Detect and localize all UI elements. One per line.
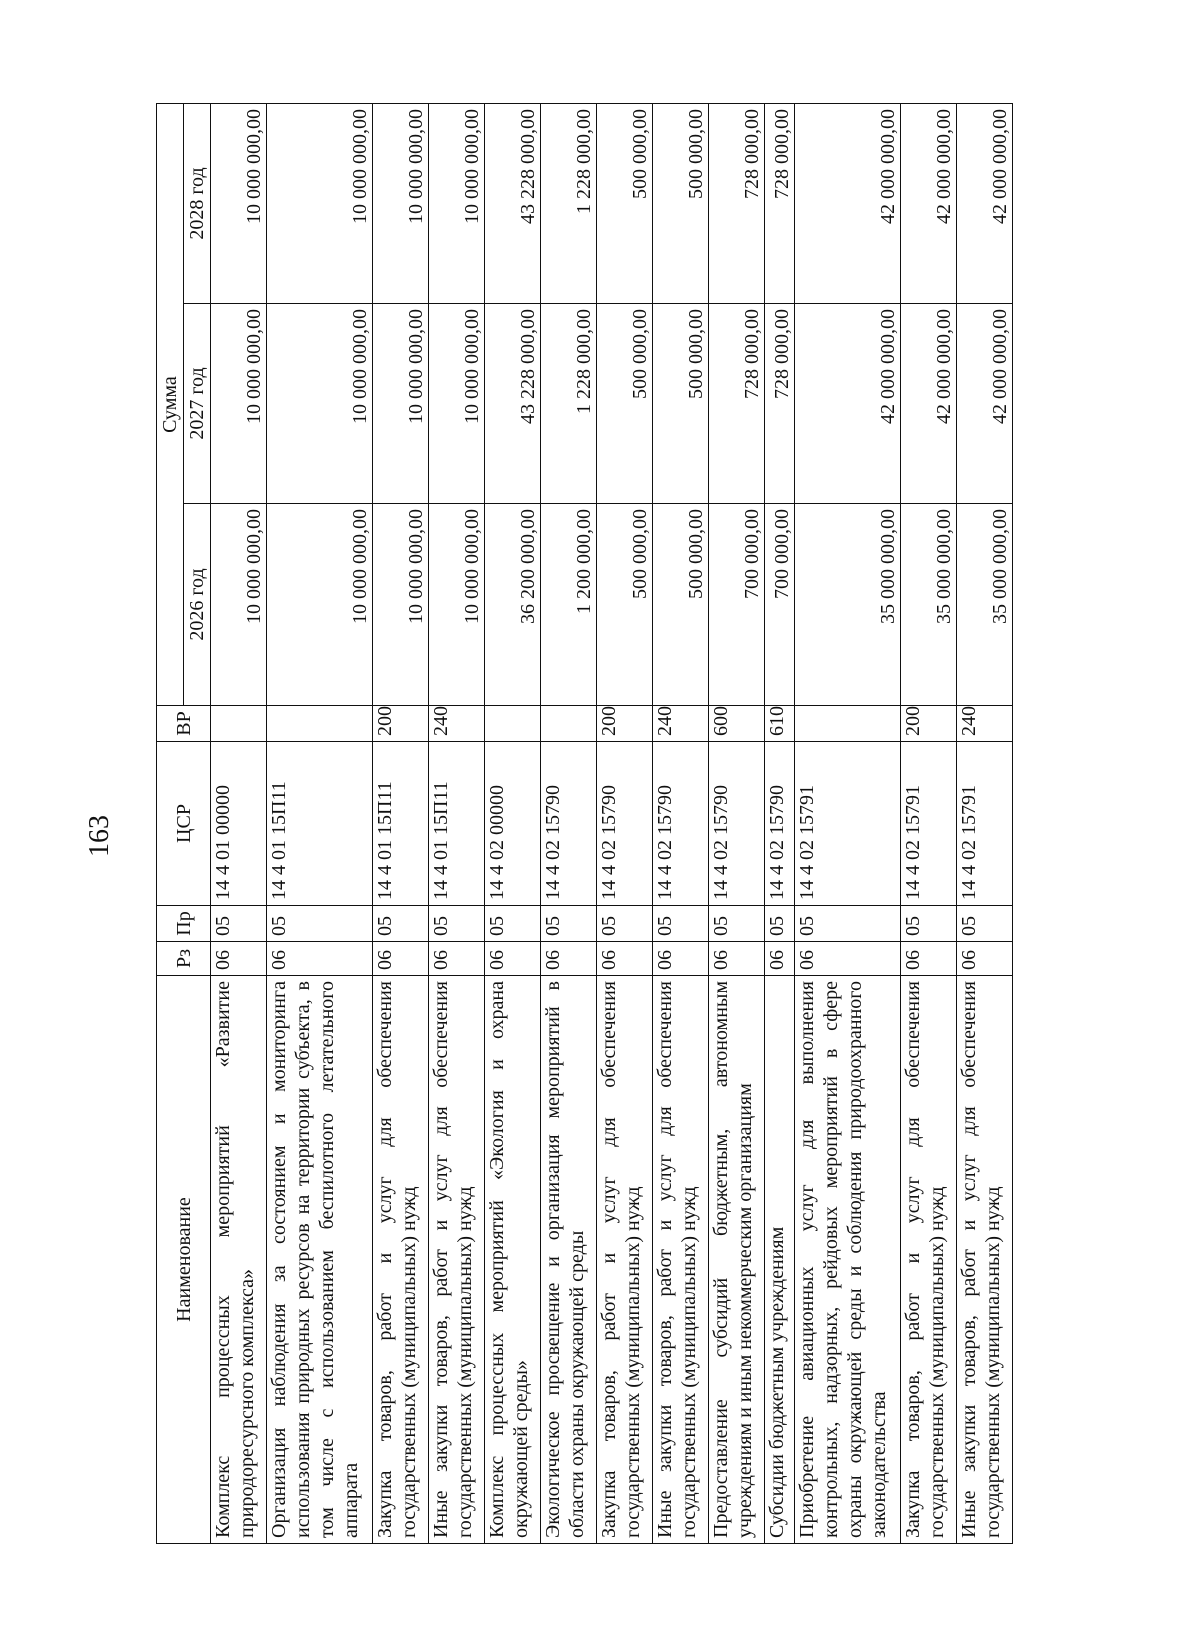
- header-2026: 2026 год: [184, 504, 211, 706]
- row-vr: 240: [957, 706, 1013, 742]
- header-2028: 2028 год: [184, 104, 211, 304]
- row-pr: 05: [541, 906, 597, 942]
- row-2027: 728 000,00: [765, 304, 795, 504]
- row-2028: 10 000 000,00: [429, 104, 485, 304]
- row-name: Иные закупки товаров, работ и услуг для обеспечения государственных (муниципальных) нужд: [957, 976, 1013, 1544]
- row-csr: 14 4 02 15790: [765, 742, 795, 906]
- table-row: [485, 104, 541, 1544]
- row-rz: 06: [597, 942, 653, 976]
- row-2027: 1 228 000,00: [541, 304, 597, 504]
- row-2027: 10 000 000,00: [373, 304, 429, 504]
- row-vr: [211, 706, 267, 742]
- row-2026: 1 200 000,00: [541, 504, 597, 706]
- row-vr: [485, 706, 541, 742]
- row-2028: 1 228 000,00: [541, 104, 597, 304]
- header-2027: 2027 год: [184, 304, 211, 504]
- row-2028: 728 000,00: [709, 104, 765, 304]
- row-2028: 43 228 000,00: [485, 104, 541, 304]
- row-pr: 05: [653, 906, 709, 942]
- header-sum: Сумма: [157, 104, 184, 706]
- row-csr: 14 4 01 15П11: [373, 742, 429, 906]
- table-row: [765, 104, 795, 1544]
- row-pr: 05: [485, 906, 541, 942]
- row-vr: 240: [429, 706, 485, 742]
- row-2028: 500 000,00: [597, 104, 653, 304]
- row-csr: 14 4 02 00000: [485, 742, 541, 906]
- row-vr: 200: [597, 706, 653, 742]
- row-2026: 500 000,00: [597, 504, 653, 706]
- header-name: Наименование: [157, 976, 211, 1544]
- row-pr: 05: [267, 906, 373, 942]
- row-2027: 10 000 000,00: [211, 304, 267, 504]
- table-row: [429, 104, 485, 1544]
- row-pr: 05: [373, 906, 429, 942]
- row-pr: 05: [765, 906, 795, 942]
- row-name: Экологическое просвещение и организация мероприятий в области охраны окружающей среды: [541, 976, 597, 1544]
- header-vr: ВР: [157, 706, 211, 742]
- row-vr: [795, 706, 901, 742]
- row-vr: 240: [653, 706, 709, 742]
- table-row: [653, 104, 709, 1544]
- rotated-table-wrapper: [156, 104, 1011, 1544]
- row-2028: 728 000,00: [765, 104, 795, 304]
- row-name: Закупка товаров, работ и услуг для обеспечения государственных (муниципальных) нужд: [373, 976, 429, 1544]
- row-2028: 500 000,00: [653, 104, 709, 304]
- row-rz: 06: [541, 942, 597, 976]
- row-name: Закупка товаров, работ и услуг для обеспечения государственных (муниципальных) нужд: [901, 976, 957, 1544]
- row-2028: 42 000 000,00: [795, 104, 901, 304]
- row-2027: 728 000,00: [709, 304, 765, 504]
- row-2028: 10 000 000,00: [267, 104, 373, 304]
- row-rz: 06: [901, 942, 957, 976]
- row-name: Субсидии бюджетным учреждениям: [765, 976, 795, 1544]
- page-number: 163: [84, 815, 115, 857]
- row-pr: 05: [211, 906, 267, 942]
- row-2028: 10 000 000,00: [373, 104, 429, 304]
- row-name: Комплекс процессных мероприятий «Экология и охрана окружающей среды»: [485, 976, 541, 1544]
- row-2026: 36 200 000,00: [485, 504, 541, 706]
- row-pr: 05: [901, 906, 957, 942]
- row-2027: 10 000 000,00: [429, 304, 485, 504]
- row-rz: 06: [765, 942, 795, 976]
- row-2027: 500 000,00: [597, 304, 653, 504]
- row-2027: 42 000 000,00: [901, 304, 957, 504]
- row-name: Иные закупки товаров, работ и услуг для обеспечения государственных (муниципальных) нужд: [653, 976, 709, 1544]
- row-2026: 35 000 000,00: [957, 504, 1013, 706]
- row-name: Предоставление субсидий бюджетным, автономным учреждениям и иным некоммерческим организациям: [709, 976, 765, 1544]
- row-2026: 35 000 000,00: [901, 504, 957, 706]
- row-vr: [267, 706, 373, 742]
- table-row: [901, 104, 957, 1544]
- row-name: Приобретение авиационных услуг для выполнения контрольных, надзорных, рейдовых мероприятий в сфере охраны окружающей среды и соблюдения природоохранного законодательства: [795, 976, 901, 1544]
- table-row: [373, 104, 429, 1544]
- row-name: Иные закупки товаров, работ и услуг для обеспечения государственных (муниципальных) нужд: [429, 976, 485, 1544]
- row-csr: 14 4 01 00000: [211, 742, 267, 906]
- table-row: [541, 104, 597, 1544]
- row-vr: 200: [373, 706, 429, 742]
- table-row: [957, 104, 1013, 1544]
- row-vr: 600: [709, 706, 765, 742]
- table-row: [267, 104, 373, 1544]
- table-body: [211, 104, 1013, 1544]
- row-rz: 06: [429, 942, 485, 976]
- row-2027: 42 000 000,00: [795, 304, 901, 504]
- header-rz: Рз: [157, 942, 211, 976]
- row-pr: 05: [709, 906, 765, 942]
- row-csr: 14 4 02 15790: [597, 742, 653, 906]
- row-rz: 06: [373, 942, 429, 976]
- row-rz: 06: [211, 942, 267, 976]
- row-pr: 05: [795, 906, 901, 942]
- row-csr: 14 4 02 15791: [957, 742, 1013, 906]
- row-2027: 42 000 000,00: [957, 304, 1013, 504]
- row-csr: 14 4 02 15791: [795, 742, 901, 906]
- row-2026: 10 000 000,00: [373, 504, 429, 706]
- row-2027: 500 000,00: [653, 304, 709, 504]
- row-pr: 05: [429, 906, 485, 942]
- row-rz: 06: [267, 942, 373, 976]
- row-csr: 14 4 02 15791: [901, 742, 957, 906]
- row-rz: 06: [485, 942, 541, 976]
- row-2026: 700 000,00: [709, 504, 765, 706]
- row-rz: 06: [957, 942, 1013, 976]
- table-row: [211, 104, 267, 1544]
- row-csr: 14 4 02 15790: [709, 742, 765, 906]
- row-2027: 10 000 000,00: [267, 304, 373, 504]
- row-rz: 06: [795, 942, 901, 976]
- row-vr: 610: [765, 706, 795, 742]
- row-vr: [541, 706, 597, 742]
- row-2028: 42 000 000,00: [901, 104, 957, 304]
- row-name: Комплекс процессных мероприятий «Развитие природоресурсного комплекса»: [211, 976, 267, 1544]
- row-csr: 14 4 02 15790: [653, 742, 709, 906]
- header-pr: Пр: [157, 906, 211, 942]
- row-2026: 35 000 000,00: [795, 504, 901, 706]
- header-csr: ЦСР: [157, 742, 211, 906]
- row-name: Закупка товаров, работ и услуг для обеспечения государственных (муниципальных) нужд: [597, 976, 653, 1544]
- row-pr: 05: [597, 906, 653, 942]
- row-2028: 42 000 000,00: [957, 104, 1013, 304]
- row-2027: 43 228 000,00: [485, 304, 541, 504]
- row-name: Организация наблюдения за состоянием и мониторинга использования природных ресурсов на территории субъекта, в том числе с использованием беспилотного летательного аппарата: [267, 976, 373, 1544]
- table-row: [597, 104, 653, 1544]
- row-2026: 10 000 000,00: [429, 504, 485, 706]
- row-rz: 06: [653, 942, 709, 976]
- row-vr: 200: [901, 706, 957, 742]
- row-2026: 500 000,00: [653, 504, 709, 706]
- row-pr: 05: [957, 906, 1013, 942]
- header-row-top: [157, 104, 184, 1544]
- table-row: [709, 104, 765, 1544]
- row-csr: 14 4 01 15П11: [267, 742, 373, 906]
- row-rz: 06: [709, 942, 765, 976]
- row-2026: 10 000 000,00: [267, 504, 373, 706]
- row-2026: 700 000,00: [765, 504, 795, 706]
- row-csr: 14 4 02 15790: [541, 742, 597, 906]
- table-row: [795, 104, 901, 1544]
- row-csr: 14 4 01 15П11: [429, 742, 485, 906]
- row-2026: 10 000 000,00: [211, 504, 267, 706]
- budget-table: [156, 103, 1013, 1544]
- row-2028: 10 000 000,00: [211, 104, 267, 304]
